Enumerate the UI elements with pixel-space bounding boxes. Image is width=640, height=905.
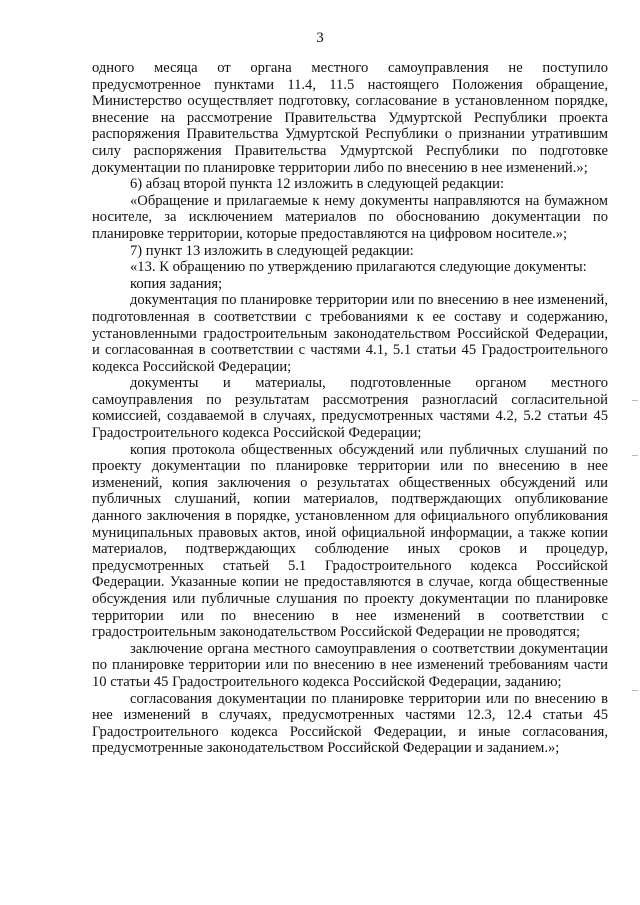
paragraph-list-item-documentation: документация по планировке территории или по внесению в нее изменений, подготовленная в соответствии с требованиями к ее составу и содержанию, установленными градостроительным законодательством Российской Федерации, и согласованная в соответствии с частями 4.1, 5.1 статьи 45 Градостроительного кодекса Российской Федерации; — [92, 292, 608, 375]
scan-edge-mark — [632, 455, 638, 456]
paragraph-item-13-intro: «13. К обращению по утверждению прилагаются следующие документы: — [130, 259, 587, 276]
paragraph-amendment-7: 7) пункт 13 изложить в следующей редакции: — [130, 242, 414, 259]
paragraph-list-item-conformity-conclusion: заключение органа местного самоуправления о соответствии документации по планировке территории или по внесению в нее изменений требованиям части 10 статьи 45 Градостроительного кодекса Российской Федерации, заданию; — [92, 640, 608, 690]
paragraph-continuation: одного месяца от органа местного самоуправления не поступило предусмотренное пунктами 11.4, 11.5 настоящего Положения обращение, Министерство осуществляет подготовку, согласование в установленном порядке, внесение на рассмотрение Правительства Удмуртской Республики проекта распоряжения Правительства Удмуртской Республики о признании утратившим силу распоряжения Правительства Удмуртской Республики по подготовке документации по планировке территории либо по внесению в нее изменений.»; — [92, 60, 608, 176]
paragraph-amendment-6: 6) абзац второй пункта 12 изложить в следующей редакции: — [130, 176, 505, 193]
paragraph-list-item-task-copy: копия задания; — [130, 275, 223, 292]
scan-edge-mark — [632, 400, 638, 401]
paragraph-list-item-approvals: согласования документации по планировке территории или по внесению в нее изменений в случаях, предусмотренных частями 12.3, 12.4 статьи 45 Градостроительного кодекса Российской Федерации, и иные согласования, предусмотренные законодательством Российской Федерации и заданием.»; — [92, 690, 608, 757]
page-number: 3 — [316, 30, 324, 46]
scan-edge-mark — [632, 690, 638, 691]
paragraph-list-item-commission-materials: документы и материалы, подготовленные органом местного самоуправления по результатам рассмотрения разногласий согласительной комиссией, создаваемой в случаях, предусмотренных частями 4.2, 5.2 статьи 45 Градостроительного кодекса Российской Федерации; — [92, 375, 608, 442]
paragraph-list-item-hearings-protocol: копия протокола общественных обсуждений или публичных слушаний по проекту документации по планировке территории или по внесению в нее изменений, копия заключения о результатах общественных обсуждений или публичных слушаний, копии материалов, подтверждающих опубликование данного заключения в порядке, установленном для официального опубликования муниципальных правовых актов, иной официальной информации, а также копии материалов, подтверждающих соблюдение иных сроков и процедур, предусмотренных статьей 5.1 Градостроительного кодекса Российской Федерации. Указанные копии не предоставляются в случае, когда общественные обсуждения или публичные слушания по проекту документации по планировке территории или по внесению в нее изменений в соответствии с градостроительным законодательством Российской Федерации не проводятся; — [92, 441, 608, 641]
document-body — [92, 60, 608, 757]
paragraph-amendment-6-text: «Обращение и прилагаемые к нему документы направляются на бумажном носителе, за исключением материалов по обоснованию документации по планировке территории, которые предоставляются на цифровом носителе.»; — [92, 192, 608, 242]
